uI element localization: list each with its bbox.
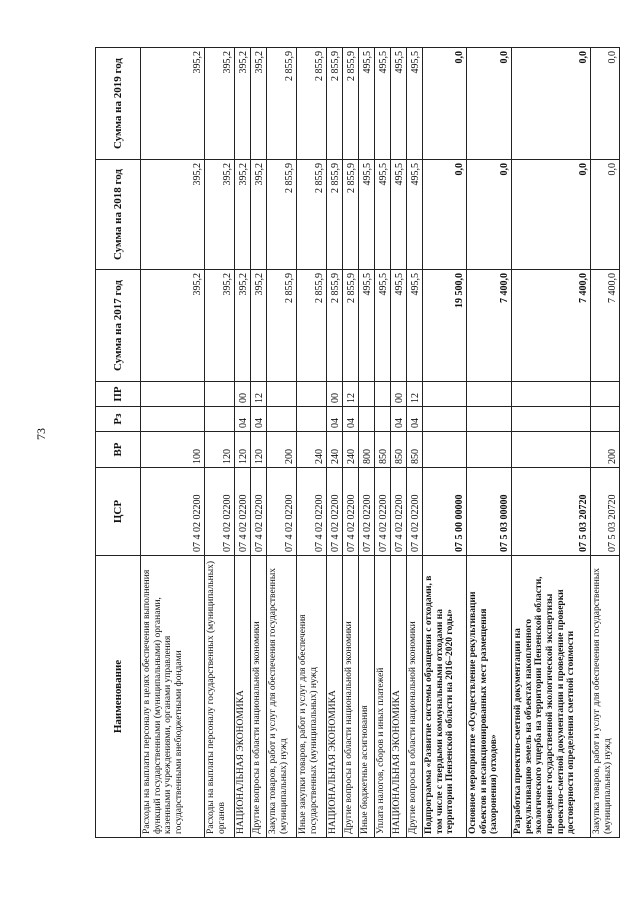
cell-csr: 07 5 03 20720 xyxy=(512,468,591,556)
cell-sum-2019: 495,5 xyxy=(407,48,423,160)
cell-sum-2017: 395,2 xyxy=(251,270,267,382)
table-row xyxy=(512,48,591,838)
cell-name: Другие вопросы в области национальной экономики xyxy=(407,556,423,838)
table-row xyxy=(359,48,375,838)
cell-sum-2019: 0,0 xyxy=(591,48,620,160)
cell-rz xyxy=(141,407,205,432)
cell-sum-2019: 495,5 xyxy=(391,48,407,160)
header-sum-2017: Сумма на 2017 год xyxy=(96,270,141,382)
budget-table xyxy=(95,47,620,838)
cell-vr: 120 xyxy=(251,432,267,468)
cell-name: Другие вопросы в области национальной экономики xyxy=(343,556,359,838)
table-header xyxy=(96,48,141,838)
cell-csr: 07 4 02 02200 xyxy=(141,468,205,556)
cell-name: НАЦИОНАЛЬНАЯ ЭКОНОМИКА xyxy=(235,556,251,838)
cell-csr: 07 4 02 02200 xyxy=(235,468,251,556)
cell-sum-2017: 495,5 xyxy=(391,270,407,382)
cell-csr: 07 4 02 02200 xyxy=(297,468,327,556)
cell-vr: 850 xyxy=(375,432,391,468)
cell-sum-2018: 2 855,9 xyxy=(343,160,359,270)
cell-pr: 00 xyxy=(391,382,407,407)
cell-sum-2019: 2 855,9 xyxy=(327,48,343,160)
cell-csr: 07 4 02 02200 xyxy=(391,468,407,556)
cell-sum-2018: 2 855,9 xyxy=(327,160,343,270)
cell-vr xyxy=(423,432,467,468)
cell-vr xyxy=(512,432,591,468)
cell-rz: 04 xyxy=(251,407,267,432)
cell-pr xyxy=(423,382,467,407)
cell-sum-2019: 0,0 xyxy=(467,48,512,160)
cell-sum-2017: 395,2 xyxy=(141,270,205,382)
table-row xyxy=(205,48,235,838)
cell-vr: 200 xyxy=(267,432,297,468)
cell-csr: 07 5 00 00000 xyxy=(423,468,467,556)
table-row xyxy=(591,48,620,838)
cell-rz: 04 xyxy=(327,407,343,432)
header-sum-2019: Сумма на 2019 год xyxy=(96,48,141,160)
cell-csr: 07 5 03 00000 xyxy=(467,468,512,556)
cell-name: Уплата налогов, сборов и иных платежей xyxy=(375,556,391,838)
cell-pr: 00 xyxy=(327,382,343,407)
cell-csr: 07 4 02 02200 xyxy=(327,468,343,556)
header-name: Наименование xyxy=(96,556,141,838)
cell-sum-2019: 395,2 xyxy=(251,48,267,160)
budget-table-container xyxy=(95,48,618,838)
cell-rz: 04 xyxy=(343,407,359,432)
table-row xyxy=(267,48,297,838)
cell-sum-2017: 7 400,0 xyxy=(467,270,512,382)
page-number: 73 xyxy=(34,428,48,440)
cell-rz xyxy=(375,407,391,432)
cell-csr: 07 4 02 02200 xyxy=(251,468,267,556)
cell-csr: 07 4 02 02200 xyxy=(359,468,375,556)
cell-name: Закупка товаров, работ и услуг для обеспечения государственных (муниципальных) нужд xyxy=(591,556,620,838)
cell-vr: 240 xyxy=(327,432,343,468)
cell-sum-2018: 495,5 xyxy=(375,160,391,270)
cell-rz xyxy=(297,407,327,432)
cell-pr: 12 xyxy=(407,382,423,407)
cell-sum-2017: 2 855,9 xyxy=(343,270,359,382)
cell-sum-2018: 495,5 xyxy=(391,160,407,270)
cell-name: НАЦИОНАЛЬНАЯ ЭКОНОМИКА xyxy=(327,556,343,838)
cell-name: Основное мероприятие «Осуществление рекультивации объектов и несанкционированных мест размещения (захоронения) отходов» xyxy=(467,556,512,838)
cell-sum-2017: 395,2 xyxy=(205,270,235,382)
header-csr: ЦСР xyxy=(96,468,141,556)
cell-sum-2018: 395,2 xyxy=(141,160,205,270)
cell-sum-2018: 0,0 xyxy=(467,160,512,270)
cell-sum-2017: 495,5 xyxy=(375,270,391,382)
cell-name: НАЦИОНАЛЬНАЯ ЭКОНОМИКА xyxy=(391,556,407,838)
cell-rz: 04 xyxy=(235,407,251,432)
cell-pr xyxy=(267,382,297,407)
cell-name: Расходы на выплаты персоналу государственных (муниципальных) органов xyxy=(205,556,235,838)
cell-sum-2019: 495,5 xyxy=(375,48,391,160)
cell-sum-2018: 0,0 xyxy=(423,160,467,270)
cell-sum-2018: 2 855,9 xyxy=(297,160,327,270)
cell-sum-2017: 495,5 xyxy=(359,270,375,382)
cell-name: Иные закупки товаров, работ и услуг для обеспечения государственных (муниципальных) нужд xyxy=(297,556,327,838)
cell-sum-2018: 395,2 xyxy=(235,160,251,270)
cell-sum-2019: 395,2 xyxy=(235,48,251,160)
cell-vr: 240 xyxy=(297,432,327,468)
cell-vr: 850 xyxy=(391,432,407,468)
cell-rz xyxy=(512,407,591,432)
cell-vr: 200 xyxy=(591,432,620,468)
cell-vr: 240 xyxy=(343,432,359,468)
cell-pr xyxy=(359,382,375,407)
cell-rz: 04 xyxy=(391,407,407,432)
cell-csr: 07 4 02 02200 xyxy=(407,468,423,556)
cell-pr xyxy=(512,382,591,407)
cell-name: Подпрограмма «Развитие системы обращения с отходами, в том числе с твердыми коммунальными отходами на территории Пензенской области на 2016–2020 годы» xyxy=(423,556,467,838)
cell-csr: 07 4 02 02200 xyxy=(375,468,391,556)
cell-vr: 800 xyxy=(359,432,375,468)
cell-sum-2017: 495,5 xyxy=(407,270,423,382)
cell-csr: 07 4 02 02200 xyxy=(205,468,235,556)
cell-vr: 100 xyxy=(141,432,205,468)
cell-sum-2018: 495,5 xyxy=(407,160,423,270)
cell-sum-2017: 395,2 xyxy=(235,270,251,382)
cell-csr: 07 4 02 02200 xyxy=(343,468,359,556)
table-row xyxy=(467,48,512,838)
table-body xyxy=(141,48,620,838)
table-row xyxy=(327,48,343,838)
cell-sum-2018: 495,5 xyxy=(359,160,375,270)
cell-rz xyxy=(591,407,620,432)
cell-sum-2019: 395,2 xyxy=(141,48,205,160)
table-row xyxy=(423,48,467,838)
header-vr: ВР xyxy=(96,432,141,468)
cell-name: Разработка проектно-сметной документации на рекультивацию земель на объектах накопленного экологического ущерба на территории Пензенской области, проведение государственной экологической экспертизы проектно-сметной документации и проведение проверки достоверности определения сметной стоимости xyxy=(512,556,591,838)
cell-sum-2019: 2 855,9 xyxy=(267,48,297,160)
cell-pr xyxy=(297,382,327,407)
cell-pr xyxy=(591,382,620,407)
cell-pr: 12 xyxy=(343,382,359,407)
table-row xyxy=(375,48,391,838)
cell-rz xyxy=(205,407,235,432)
cell-pr xyxy=(467,382,512,407)
cell-sum-2019: 495,5 xyxy=(359,48,375,160)
header-sum-2018: Сумма на 2018 год xyxy=(96,160,141,270)
table-row xyxy=(251,48,267,838)
cell-sum-2019: 395,2 xyxy=(205,48,235,160)
cell-pr xyxy=(141,382,205,407)
cell-rz xyxy=(267,407,297,432)
cell-pr: 00 xyxy=(235,382,251,407)
cell-pr xyxy=(375,382,391,407)
cell-sum-2017: 2 855,9 xyxy=(267,270,297,382)
cell-sum-2018: 395,2 xyxy=(205,160,235,270)
cell-sum-2019: 2 855,9 xyxy=(343,48,359,160)
cell-sum-2018: 2 855,9 xyxy=(267,160,297,270)
header-pr: ПР xyxy=(96,382,141,407)
cell-name: Другие вопросы в области национальной экономики xyxy=(251,556,267,838)
cell-csr: 07 5 03 20720 xyxy=(591,468,620,556)
cell-pr: 12 xyxy=(251,382,267,407)
cell-vr xyxy=(467,432,512,468)
cell-sum-2018: 0,0 xyxy=(512,160,591,270)
cell-sum-2018: 395,2 xyxy=(251,160,267,270)
table-row xyxy=(407,48,423,838)
cell-vr: 120 xyxy=(205,432,235,468)
cell-rz xyxy=(467,407,512,432)
header-rz: Рз xyxy=(96,407,141,432)
cell-sum-2017: 7 400,0 xyxy=(512,270,591,382)
cell-name: Расходы на выплаты персоналу в целях обеспечения выполнения функций государственными (муниципальными) органами, казенными учреждениями, органами управления государственными внебюджетными фондами xyxy=(141,556,205,838)
cell-rz xyxy=(423,407,467,432)
cell-vr: 120 xyxy=(235,432,251,468)
cell-sum-2017: 7 400,0 xyxy=(591,270,620,382)
cell-vr: 850 xyxy=(407,432,423,468)
cell-sum-2017: 19 500,0 xyxy=(423,270,467,382)
table-row xyxy=(297,48,327,838)
cell-sum-2019: 2 855,9 xyxy=(297,48,327,160)
cell-name: Закупка товаров, работ и услуг для обеспечения государственных (муниципальных) нужд xyxy=(267,556,297,838)
cell-sum-2019: 0,0 xyxy=(423,48,467,160)
cell-csr: 07 4 02 02200 xyxy=(267,468,297,556)
cell-sum-2019: 0,0 xyxy=(512,48,591,160)
cell-pr xyxy=(205,382,235,407)
table-row xyxy=(391,48,407,838)
table-row xyxy=(343,48,359,838)
cell-rz xyxy=(359,407,375,432)
cell-sum-2017: 2 855,9 xyxy=(327,270,343,382)
cell-sum-2017: 2 855,9 xyxy=(297,270,327,382)
table-row xyxy=(235,48,251,838)
cell-rz: 04 xyxy=(407,407,423,432)
cell-name: Иные бюджетные ассигнования xyxy=(359,556,375,838)
table-row xyxy=(141,48,205,838)
cell-sum-2018: 0,0 xyxy=(591,160,620,270)
